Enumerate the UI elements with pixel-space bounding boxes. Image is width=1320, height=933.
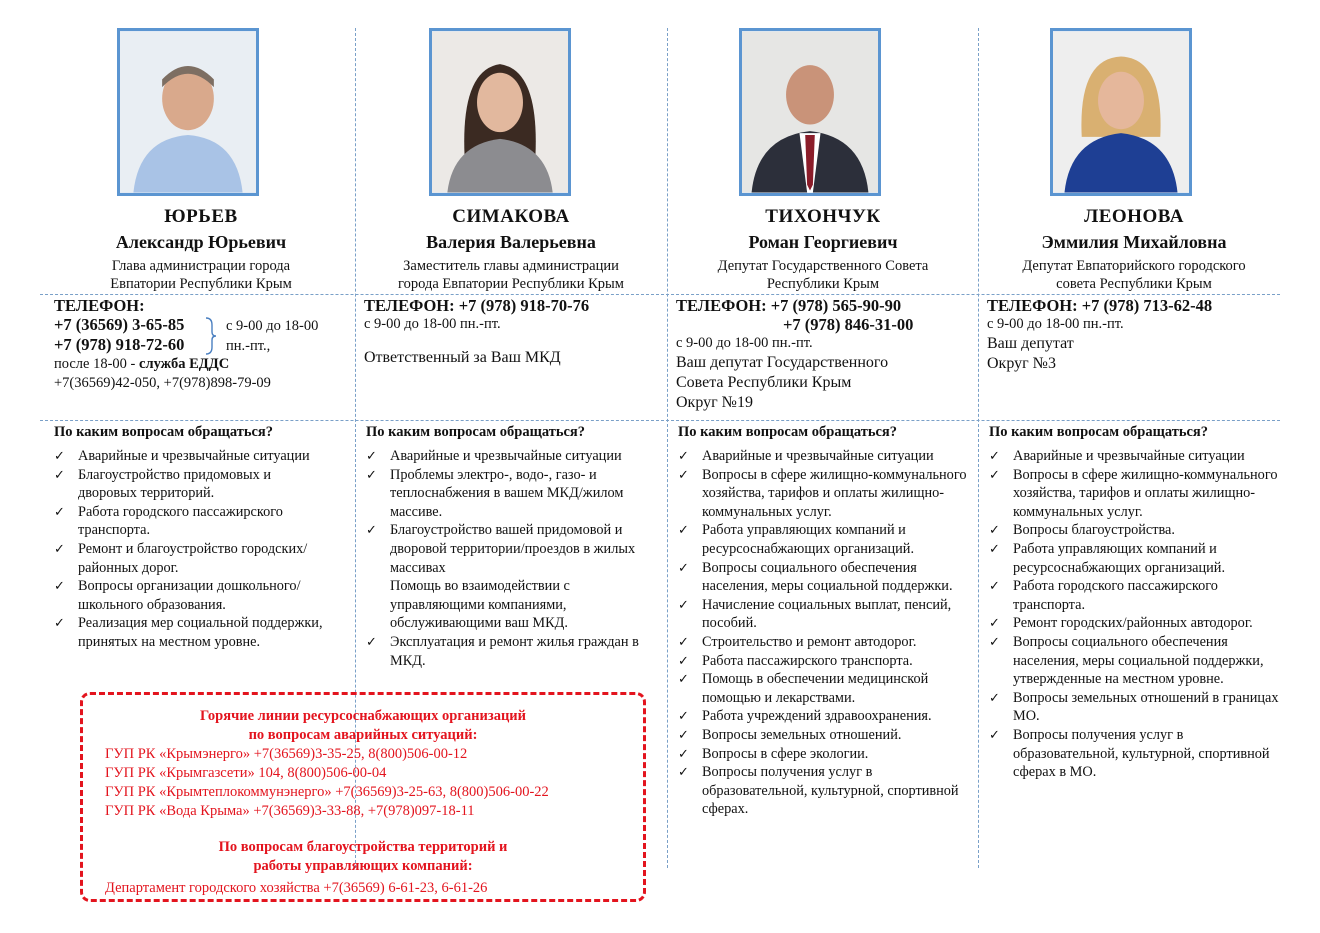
list-item: ✓ Аварийные и чрезвычайные ситуации (366, 448, 622, 464)
person-surname: ЛЕОНОВА (1084, 206, 1184, 227)
check-icon: ✓ (54, 615, 65, 631)
portrait-placeholder-icon (120, 31, 256, 193)
list-item: ✓ Аварийные и чрезвычайные ситуации (54, 448, 310, 464)
edds-phones[interactable]: +7(36569)42-050, +7(978)898-79-09 (54, 375, 271, 391)
questions-list (977, 447, 1279, 782)
working-days: пн.-пт., (226, 338, 271, 354)
list-item: ✓ Работа городского пассажирского транспорта. (989, 578, 1218, 613)
portrait-photo (739, 28, 881, 196)
check-icon: ✓ (989, 633, 1000, 649)
check-icon: ✓ (54, 448, 65, 463)
person-role: Заместитель главы администрации города Евпатории Республики Крым (398, 258, 624, 292)
questions-title: По каким вопросам обращаться? (54, 424, 274, 440)
contact-block (676, 296, 972, 413)
check-icon: ✓ (678, 652, 689, 668)
working-hours: с 9-00 до 18-00 пн.-пт. (987, 316, 1124, 332)
list-item: ✓ Аварийные и чрезвычайные ситуации (989, 448, 1245, 464)
list-item: ✓ Благоустройство придомовых и дворовых территорий. (54, 466, 271, 502)
person-name: Эммилия Михайловна (1041, 232, 1227, 252)
list-item: ✓ Аварийные и чрезвычайные ситуации (678, 448, 934, 464)
portrait-photo (117, 28, 259, 196)
list-item: ✓ Эксплуатация и ремонт жилья граждан в МКД. (366, 633, 639, 669)
check-icon: ✓ (678, 596, 689, 612)
list-item: ✓ Вопросы получения услуг в образовательной, культурной, спортивной сферах. (678, 764, 959, 818)
check-icon: ✓ (989, 540, 1000, 556)
after-hours-line: после 18-00 - служба ЕДДС (54, 356, 230, 372)
check-icon: ✓ (678, 633, 689, 649)
hotlines-title: Горячие линии ресурсоснабжающих организаций (199, 708, 527, 724)
list-item: ✓ Работа учреждений здравоохранения. (678, 708, 932, 725)
list-item: ✓ Строительство и ремонт автодорог. (678, 633, 917, 650)
person-surname: ЮРЬЕВ (164, 206, 238, 227)
phone-number[interactable]: +7 (978) 846-31-00 (783, 315, 914, 334)
check-icon: ✓ (366, 633, 377, 649)
brace-icon (204, 317, 218, 355)
questions-list (354, 447, 654, 670)
check-icon: ✓ (989, 522, 1000, 538)
list-item: ✓ Вопросы земельных отношений в границах МО. (989, 689, 1279, 725)
person-role: Депутат Евпаторийского городского совета Республики Крым (1022, 258, 1246, 292)
person-role: Глава администрации города Евпатории Республики Крым (110, 258, 292, 292)
phone-number[interactable]: +7 (36569) 3-65-85 (54, 315, 185, 334)
person-card-tikhonchuk (668, 0, 978, 870)
phone-number[interactable]: ТЕЛЕФОН: +7 (978) 713-62-48 (987, 296, 1213, 315)
check-icon: ✓ (678, 448, 689, 463)
person-role: Депутат Государственного Совета Республики Крым (717, 258, 929, 292)
check-icon: ✓ (54, 578, 65, 594)
questions-title: По каким вопросам обращаться? (366, 424, 586, 440)
check-icon: ✓ (989, 726, 1000, 742)
phone-label: ТЕЛЕФОН: (54, 296, 145, 315)
person-surname: ТИХОНЧУК (765, 206, 881, 227)
check-icon: ✓ (989, 466, 1000, 482)
check-icon: ✓ (366, 466, 377, 482)
department-entry[interactable]: Департамент городского хозяйства +7(36569) 6-61-23, 6-61-26 (105, 880, 488, 896)
person-surname: СИМАКОВА (452, 206, 570, 227)
list-item: ✓ Работа пассажирского транспорта. (678, 652, 913, 669)
check-icon: ✓ (678, 708, 689, 724)
list-item: ✓ Вопросы в сфере экологии. (678, 745, 869, 762)
check-icon: ✓ (678, 671, 689, 687)
person-name: Роман Георгиевич (748, 232, 898, 252)
portrait-photo (1050, 28, 1192, 196)
person-card-leonova (979, 0, 1289, 870)
contact-block (364, 296, 660, 367)
list-item: ✓ Вопросы благоустройства. (989, 522, 1175, 539)
list-item: ✓ Вопросы в сфере жилищно-коммунального хозяйства, тарифов и оплаты жилищно-коммунальных услуг. (989, 466, 1278, 520)
hotline-entry[interactable]: ГУП РК «Крымгазсети» 104, 8(800)506-00-04 (105, 765, 387, 781)
questions-title: По каким вопросам обращаться? (989, 424, 1209, 440)
check-icon: ✓ (678, 745, 689, 761)
improvement-title: По вопросам благоустройства территорий и (218, 839, 508, 855)
check-icon: ✓ (989, 689, 1000, 705)
check-icon: ✓ (678, 522, 689, 538)
check-icon: ✓ (989, 615, 1000, 631)
hotlines-subtitle: по вопросам аварийных ситуаций: (248, 727, 478, 743)
check-icon: ✓ (989, 578, 1000, 594)
list-item: ✓ Помощь в обеспечении медицинской помощью и лекарствами. (678, 671, 929, 706)
questions-title: По каким вопросам обращаться? (678, 424, 898, 440)
list-item: ✓ Работа управляющих компаний и ресурсоснабжающих организаций. (678, 522, 915, 557)
check-icon: ✓ (678, 466, 689, 482)
list-item: ✓ Работа управляющих компаний и ресурсоснабжающих организаций. (989, 540, 1226, 576)
list-item: ✓ Вопросы получения услуг в образовательной, культурной, спортивной сферах в МО. (989, 726, 1270, 781)
list-item: ✓ Ремонт и благоустройство городских/районных дорог. (54, 540, 308, 576)
deputy-note: Ваш депутат Государственного Совета Республики Крым Округ №19 (676, 354, 889, 411)
portrait-placeholder-icon (742, 31, 878, 193)
list-item: ✓ Вопросы социального обеспечения населения, меры социальной поддержки. (678, 559, 953, 595)
deputy-note: Ваш депутат Округ №3 (987, 335, 1074, 372)
portrait-photo (429, 28, 571, 196)
check-icon: ✓ (678, 559, 689, 575)
questions-list (666, 447, 968, 819)
improvement-subtitle: работы управляющих компаний: (253, 858, 473, 874)
hotline-entry[interactable]: ГУП РК «Крымтеплокоммунэнерго» +7(36569)3-25-63, 8(800)506-00-22 (105, 784, 549, 800)
phone-number[interactable]: ТЕЛЕФОН: +7 (978) 918-70-76 (364, 296, 590, 315)
hotline-entry[interactable]: ГУП РК «Вода Крыма» +7(36569)3-33-88, +7(978)097-18-11 (105, 803, 475, 819)
portrait-placeholder-icon (1053, 31, 1189, 193)
phone-number[interactable]: ТЕЛЕФОН: +7 (978) 565-90-90 (676, 296, 902, 315)
check-icon: ✓ (54, 540, 65, 556)
list-item: ✓ Начисление социальных выплат, пенсий, пособий. (678, 596, 952, 632)
check-icon: ✓ (678, 764, 689, 780)
contact-block (54, 296, 350, 393)
check-icon: ✓ (366, 448, 377, 463)
list-item: ✓ Реализация мер социальной поддержки, принятых на местном уровне. (54, 615, 323, 650)
hotlines-box (80, 692, 646, 902)
questions-list (42, 447, 332, 652)
list-item: ✓ Вопросы в сфере жилищно-коммунального хозяйства, тарифов и оплаты жилищно-коммунальных услуг. (678, 466, 967, 520)
working-hours: с 9-00 до 18-00 пн.-пт. (364, 316, 501, 332)
list-item: ✓ Вопросы земельных отношений. (678, 726, 902, 743)
check-icon: ✓ (989, 448, 1000, 463)
check-icon: ✓ (54, 466, 65, 482)
check-icon: ✓ (54, 503, 65, 519)
check-icon: ✓ (366, 522, 377, 538)
phone-number[interactable]: +7 (978) 918-72-60 (54, 335, 185, 354)
list-item: ✓ Благоустройство вашей придомовой и дворовой территории/проездов в жилых массивах (366, 522, 636, 576)
list-item: ✓ Работа городского пассажирского транспорта. (54, 503, 283, 539)
responsibility-note: Ответственный за Ваш МКД (364, 349, 561, 366)
person-name: Валерия Валерьевна (426, 232, 596, 252)
list-item: ✓ Вопросы социального обеспечения населения, меры социальной поддержки, утвержденные на местном уровне. (989, 633, 1264, 688)
portrait-placeholder-icon (432, 31, 568, 193)
working-hours: с 9-00 до 18-00 пн.-пт. (676, 335, 813, 351)
person-name: Александр Юрьевич (115, 232, 287, 252)
contact-block (987, 296, 1283, 374)
list-item: Помощь во взаимодействии с управляющими компаниями, обслуживающими ваш МКД. (390, 578, 570, 632)
working-hours: с 9-00 до 18-00 (226, 318, 319, 334)
list-item: ✓ Вопросы организации дошкольного/школьного образования. (54, 578, 301, 613)
list-item: ✓ Проблемы электро-, водо-, газо- и теплоснабжения в вашем МКД/жилом массиве. (366, 466, 624, 520)
list-item: ✓ Ремонт городских/районных автодорог. (989, 615, 1253, 632)
check-icon: ✓ (678, 726, 689, 742)
hotline-entry[interactable]: ГУП РК «Крымэнерго» +7(36569)3-35-25, 8(800)506-00-12 (105, 746, 468, 762)
